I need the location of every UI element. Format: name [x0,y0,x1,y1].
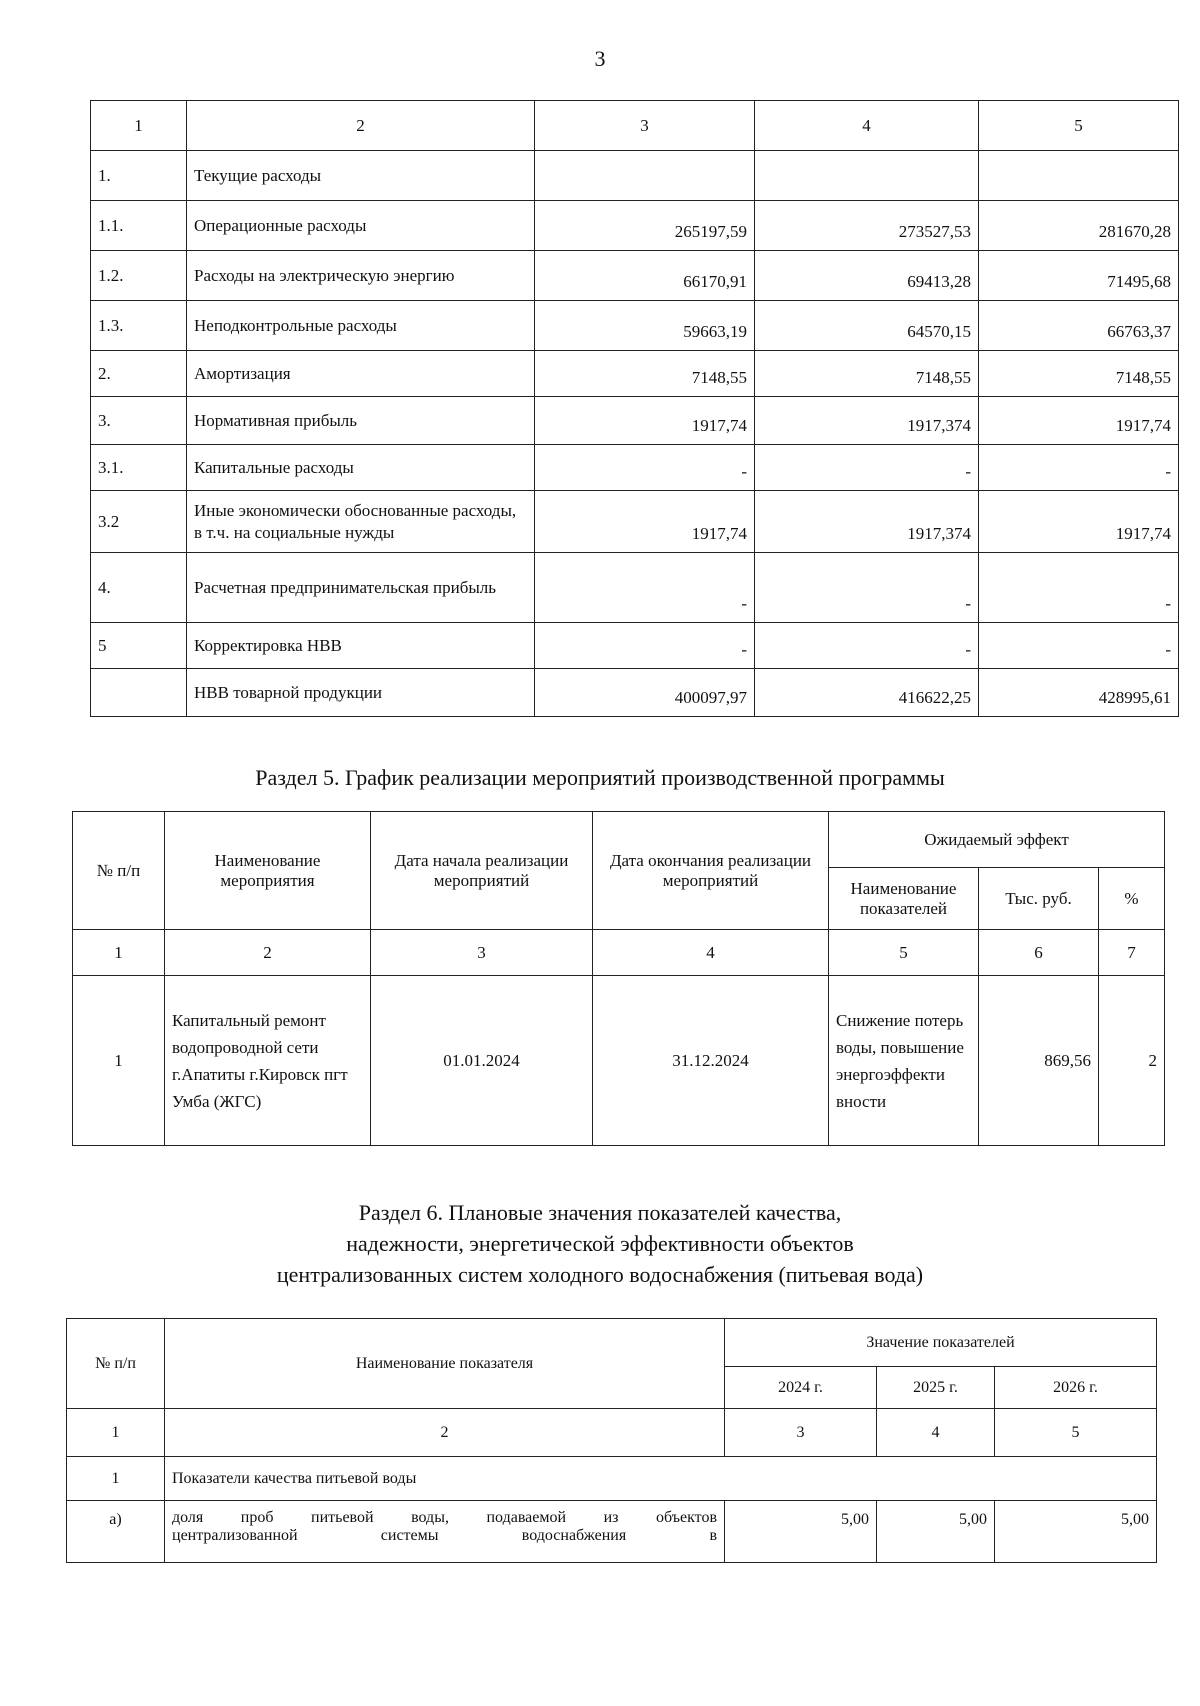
row-num: 1.3. [91,301,187,351]
group-num: 1 [67,1457,165,1501]
header-num: № п/п [73,812,165,930]
col-number: 4 [877,1409,995,1457]
value-col4: 416622,25 [755,669,979,717]
costs-header-row [91,101,1179,151]
end-date: 31.12.2024 [593,976,829,1146]
table-row [91,669,1179,717]
row-num [91,669,187,717]
row-num: 1.1. [91,201,187,251]
value-col3: 66170,91 [535,251,755,301]
event-name: Капитальный ремонт водопроводной сети г.Апатиты г.Кировск пгт Умба (ЖГС) [165,976,371,1146]
value-col3: 400097,97 [535,669,755,717]
value-2025: 5,00 [877,1501,995,1563]
table-row [91,445,1179,491]
value-col5: - [979,623,1179,669]
item-name: Операционные расходы [187,201,535,251]
value-col3: 1917,74 [535,397,755,445]
header-event-name: Наименование мероприятия [165,812,371,930]
row-num: 3. [91,397,187,445]
col-number: 6 [979,930,1099,976]
value-col4 [755,151,979,201]
value-col3: 265197,59 [535,201,755,251]
value-col5: 428995,61 [979,669,1179,717]
page-number: 3 [594,46,606,71]
value-col5: - [979,445,1179,491]
value-col3 [535,151,755,201]
section6-title-line-1: Раздел 6. Плановые значения показателей качества, [358,1200,842,1225]
header-end-date: Дата окончания реализации мероприятий [593,812,829,930]
item-name: Амортизация [187,351,535,397]
header-indicator-name: Наименование показателей [829,868,979,930]
indicator-text-line-2: централизованной системы водоснабжения в [172,1527,717,1544]
header-expected-effect: Ожидаемый эффект [829,812,1165,868]
table-row [73,976,1165,1146]
table-row [67,1501,1157,1563]
header-year-2024: 2024 г. [725,1367,877,1409]
costs-table-body [91,151,1179,717]
section6-title-line-2: надежности, энергетической эффективности объектов [346,1231,854,1256]
row-num: 2. [91,351,187,397]
table-row [91,553,1179,623]
header-indicator-values: Значение показателей [725,1319,1157,1367]
value-col5 [979,151,1179,201]
header-thousand-rub: Тыс. руб. [979,868,1099,930]
row-num: 5 [91,623,187,669]
value-col5: 1917,74 [979,397,1179,445]
col-number-4: 4 [755,101,979,151]
value-col4: 7148,55 [755,351,979,397]
header-start-date: Дата начала реализации мероприятий [371,812,593,930]
value-col5: 1917,74 [979,491,1179,553]
col-number: 4 [593,930,829,976]
value-2026: 5,00 [995,1501,1157,1563]
value-2024: 5,00 [725,1501,877,1563]
row-num: 1.2. [91,251,187,301]
col-number: 2 [165,930,371,976]
item-name: Текущие расходы [187,151,535,201]
header-year-2025: 2025 г. [877,1367,995,1409]
section6-table [66,1318,1157,1563]
value-col4: - [755,445,979,491]
row-num: 1 [73,976,165,1146]
value-col3: - [535,553,755,623]
row-num: 1. [91,151,187,201]
value-col4: 273527,53 [755,201,979,251]
value-col5: 66763,37 [979,301,1179,351]
value-col4: 64570,15 [755,301,979,351]
col-number: 1 [73,930,165,976]
section6-title-line-3: централизованных систем холодного водоснабжения (питьевая вода) [276,1262,924,1287]
section5-colnum-row [73,930,1165,976]
value-col3: 7148,55 [535,351,755,397]
thousand-rub-value: 869,56 [979,976,1099,1146]
value-col3: 59663,19 [535,301,755,351]
col-number: 3 [725,1409,877,1457]
item-name: Нормативная прибыль [187,397,535,445]
table-row [91,351,1179,397]
value-col3: - [535,445,755,491]
item-name: Иные экономически обоснованные расходы, в т.ч. на социальные нужды [187,491,535,553]
item-name: Капитальные расходы [187,445,535,491]
table-row [91,301,1179,351]
col-number: 5 [829,930,979,976]
header-num: № п/п [67,1319,165,1409]
value-col4: - [755,553,979,623]
item-name: Расчетная предпринимательская прибыль [187,553,535,623]
table-row [91,397,1179,445]
value-col5: 281670,28 [979,201,1179,251]
value-col5: 71495,68 [979,251,1179,301]
section6-colnum-row [67,1409,1157,1457]
section5-title: Раздел 5. График реализации мероприятий производственной программы [255,765,945,790]
table-row [91,151,1179,201]
table-row [67,1457,1157,1501]
section6-title [0,1197,1200,1290]
row-num: 3.1. [91,445,187,491]
value-col4: 1917,374 [755,491,979,553]
col-number: 2 [165,1409,725,1457]
col-number-1: 1 [91,101,187,151]
header-indicator-name: Наименование показателя [165,1319,725,1409]
start-date: 01.01.2024 [371,976,593,1146]
col-number-2: 2 [187,101,535,151]
value-col3: - [535,623,755,669]
table-row [91,251,1179,301]
group-name: Показатели качества питьевой воды [165,1457,1157,1501]
col-number: 1 [67,1409,165,1457]
header-year-2026: 2026 г. [995,1367,1157,1409]
row-num: 3.2 [91,491,187,553]
item-name: Неподконтрольные расходы [187,301,535,351]
table-row [91,623,1179,669]
indicator-text [165,1501,725,1563]
row-letter: а) [67,1501,165,1563]
value-col4: 1917,374 [755,397,979,445]
section5-table [72,811,1165,1146]
percent-value: 2 [1099,976,1165,1146]
costs-table [90,100,1179,717]
col-number-3: 3 [535,101,755,151]
indicator-name: Снижение потерь воды, повышение энергоэффекти вности [829,976,979,1146]
value-col4: - [755,623,979,669]
table-row [91,201,1179,251]
row-num: 4. [91,553,187,623]
header-percent: % [1099,868,1165,930]
col-number: 3 [371,930,593,976]
value-col5: - [979,553,1179,623]
item-name: Расходы на электрическую энергию [187,251,535,301]
value-col4: 69413,28 [755,251,979,301]
col-number: 5 [995,1409,1157,1457]
item-name: НВВ товарной продукции [187,669,535,717]
item-name: Корректировка НВВ [187,623,535,669]
col-number: 7 [1099,930,1165,976]
indicator-text-line-1: доля проб питьевой воды, подаваемой из объектов [172,1509,717,1526]
value-col5: 7148,55 [979,351,1179,397]
value-col3: 1917,74 [535,491,755,553]
col-number-5: 5 [979,101,1179,151]
table-row [91,491,1179,553]
